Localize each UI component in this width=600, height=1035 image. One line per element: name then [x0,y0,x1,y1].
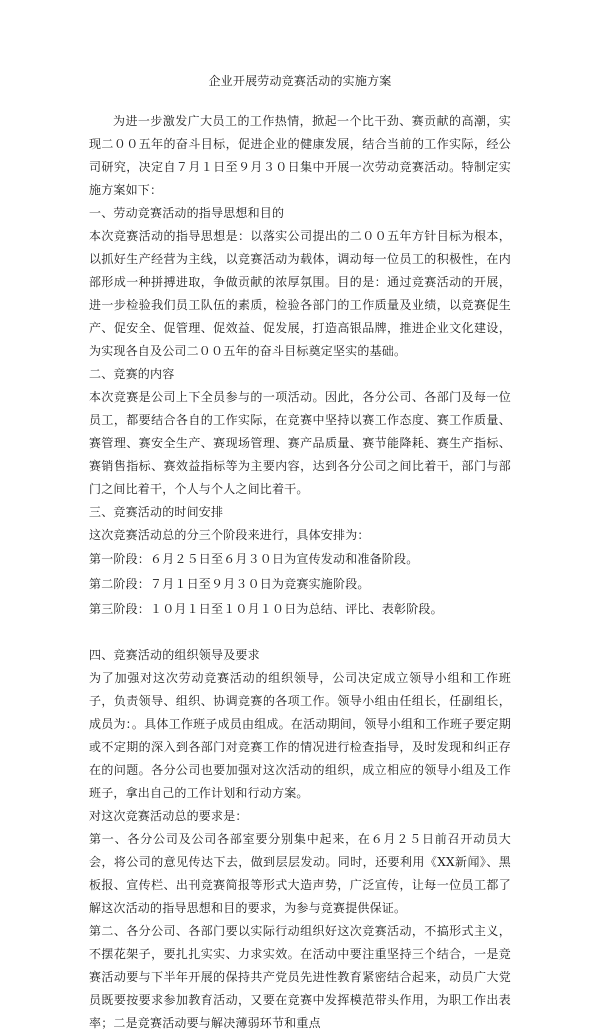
stage-3: 第三阶段：１０月１日至１０月１０日为总结、评比、表彰阶段。 [89,602,443,616]
section-1-body: 本次竞赛活动的指导思想是：以落实公司提出的二００五年方针目标为根本，以抓好生产经营为主线，以竞赛活动为载体，调动每一位员工的积极性，在内部形成一种拼搏进取，争做贡献的浓厚氛围。目的是：通过竞赛活动的开展，进一步检验我们员工队伍的素质，检验各部门的工作质量及业绩，以竞赛促生产、促安全、促管理、促效益、促发展，打造高银品牌，推进企业文化建设，为实现各自及公司二００五年的奋斗目标奠定坚实的基础。 [89,229,511,358]
section-4-body: 为了加强对这次劳动竞赛活动的组织领导，公司决定成立领导小组和工作班子，负责领导、组织、协调竞赛的各项工作。领导小组由任组长，任副组长，成员为：。具体工作班子成员由组成。在活动期间，领导小组和工作班子要定期或不定期的深入到各部门对竞赛工作的情况进行检查指导，及时发现和纠正存在的问题。各分公司也要加强对这次活动的组织，成立相应的领导小组及工作班子，拿出自己的工作计划和行动方案。 [89,671,511,800]
section-2-heading: 二、竞赛的内容 [89,367,175,381]
document-page [89,72,511,1035]
section-3-intro: 这次竞赛活动总的分三个阶段来进行，具体安排为： [89,528,370,542]
section-4-heading: 四、竞赛活动的组织领导及要求 [89,648,260,662]
requirement-item-1: 第一、各分公司及公司各部室要分别集中起来，在６月２５日前召开动员大会，将公司的意见传达下去，做到层层发动。同时，还要利用《XX新闻》、黑板报、宣传栏、出刊竞赛简报等形式大造声势，广泛宣传，让每一位员工都了解这次活动的指导思想和目的要求，为参与竞赛提供保证。 [89,832,511,915]
requirements-intro: 对这次竞赛活动总的要求是： [89,809,248,823]
intro-paragraph: 为进一步激发广大员工的工作热情，掀起一个比干劲、赛贡献的高潮，实现二００五年的奋斗目标，促进企业的健康发展，结合当前的工作实际，经公司研究，决定自７月１日至９月３０日集中开展一次劳动竞赛活动。特制定实施方案如下： [89,114,511,197]
section-1-heading: 一、劳动竞赛活动的指导思想和目的 [89,206,285,220]
stage-1: 第一阶段：６月２５日至６月３０日为宣传发动和准备阶段。 [89,552,419,566]
section-2-body: 本次竞赛是公司上下全员参与的一项活动。因此，各分公司、各部门及每一位员工，都要结合各自的工作实际，在竞赛中坚持以赛工作态度、赛工作质量、赛管理、赛安全生产、赛现场管理、赛产品质量、赛节能降耗、赛生产指标、赛销售指标、赛效益指标等为主要内容，达到各分公司之间比着干，部门与部门之间比着干，个人与个人之间比着干。 [89,390,511,496]
document-title: 企业开展劳动竞赛活动的实施方案 [208,74,392,88]
section-gap [89,622,511,644]
section-3-heading: 三、竞赛活动的时间安排 [89,505,224,519]
requirement-item-2: 第二、各分公司、各部门要以实际行动组织好这次竞赛活动，不搞形式主义，不摆花架子，要扎扎实实、力求实效。在活动中要注重坚持三个结合，一是竞赛活动要与下半年开展的保持共产党员先进性教育紧密结合起来，动员广大党员既要按要求参加教育活动，又要在竞赛中发挥模范带头作用，为职工作出表率；二是竞赛活动要与解决薄弱环节和重点 [89,924,511,1030]
stage-2: 第二阶段：７月１日至９月３０日为竞赛实施阶段。 [89,577,370,591]
